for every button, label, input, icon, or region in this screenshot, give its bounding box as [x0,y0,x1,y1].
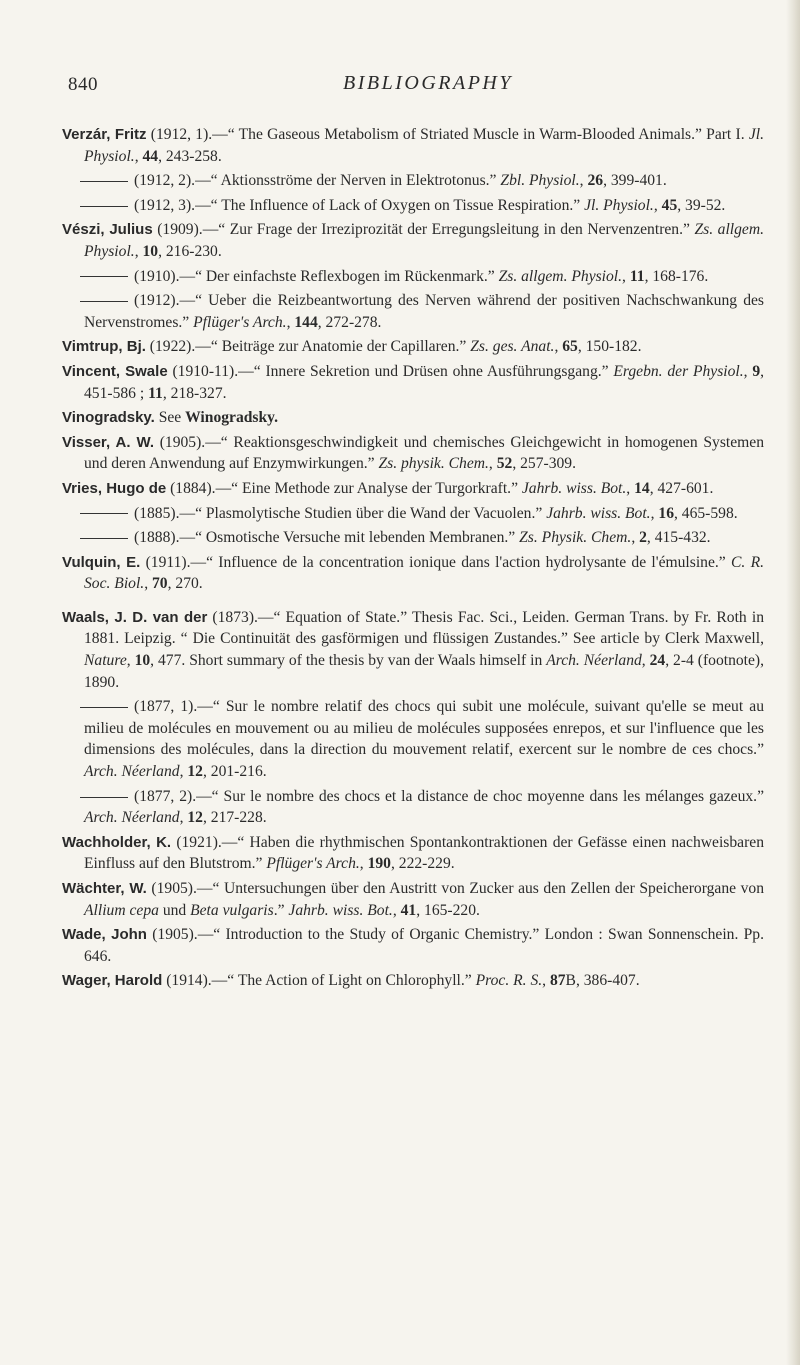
volume-number: 45 [661,196,678,214]
entry-text: (1873).—“ Equation of State.” Thesis Fac. Sci., Leiden. German Trans. by Fr. Roth in 1881. Leipzig. “ Die Continuität des gasförmigen und flüssigen Zustandes.” See article by Clerk Maxwell, [84,608,764,648]
entry-text: , 399-401. [603,172,667,190]
entry-text: , 168-176. [644,267,709,285]
bibliography-entry [62,696,764,782]
entry-text: (1910).—“ Der einfachste Reflexbogen im Rückenmark.” [134,267,499,285]
entry-text: , 272-278. [317,313,382,331]
entry-author: Vries, Hugo de [62,479,167,497]
bibliography-entry [62,336,764,358]
volume-number: 12 [187,809,203,827]
journal-title: Jahrb. wiss. Bot. [521,479,627,497]
entry-author: Waals, J. D. van der [62,608,208,626]
entry-text: , [743,362,753,380]
ditto-dash [80,797,128,798]
entry-text: , [641,652,650,670]
entry-author: Wade, John [62,926,147,944]
ditto-dash [80,206,128,207]
journal-title: Zs. allgem. Physiol. [84,221,764,260]
bibliography-entry [62,527,764,549]
entry-text: und [158,901,191,919]
entry-text: , [359,855,368,873]
bibliography-entry [62,407,764,429]
entry-author: Vulquin, E. [62,553,141,571]
entry-text: , [488,455,497,473]
entry-text: (1912, 1).—“ The Gaseous Metabolism of Striated Muscle in Warm-Blooded Animals.” Part I. [146,126,749,143]
entry-author: Wager, Harold [62,972,163,990]
volume-number: 144 [294,313,318,331]
ditto-dash [80,707,128,708]
entry-text: , 270. [167,575,203,593]
entry-text: , 201-216. [202,763,267,781]
ditto-dash [80,513,128,514]
entry-text: (1905).—“ Introduction to the Study of Organic Chemistry.” London : Swan Sonnenschein. Pp. 646. [84,926,764,965]
entry-text: , [631,529,640,547]
entry-text: , 217-228. [202,809,267,827]
entry-text: , [622,267,630,285]
entry-text: , 427-601. [649,479,714,497]
bibliography-entry [62,970,764,992]
entry-text: , 257-309. [512,455,576,473]
entry-text: , [134,242,143,260]
volume-number: 70 [152,575,168,593]
entry-text: (1922).—“ Beiträge zur Anatomie der Capillaren.” [145,338,471,356]
entry-text: , [392,901,401,919]
entry-text: (1912, 2).—“ Aktionsströme der Nerven in Elektrotonus.” [134,172,501,190]
entry-text: , [542,972,550,990]
bibliography-entry [62,786,764,829]
volume-number: 190 [367,855,391,873]
entry-author: Visser, A. W. [62,433,155,451]
bibliography-entry [62,552,764,595]
entry-text: , 165-220. [416,901,480,919]
volume-number: 9 [752,362,761,380]
bibliography-entry [62,832,764,875]
journal-title: C. R. Soc. Biol. [84,553,764,593]
entry-text: (1911).—“ Influence de la concentration ionique dans l'action hydrolysante de l'émulsine.” [140,553,731,571]
volume-number: 2 [639,529,647,547]
ditto-dash [80,301,128,302]
journal-title: Zs. ges. Anat. [470,338,555,356]
entry-author: Vészi, Julius [62,221,153,239]
entry-text: .” [273,901,289,919]
entry-text: , 222-229. [390,855,455,873]
journal-title: Arch. Néerland [84,763,180,781]
volume-number: 41 [400,901,417,919]
volume-number: 12 [187,763,203,781]
journal-title: Nature [84,652,127,670]
entry-author: Wächter, W. [62,880,147,897]
bibliography-entry [62,219,764,262]
entry-text: (1912, 3).—“ The Influence of Lack of Oxygen on Tissue Respiration.” [134,196,585,214]
entry-text: , [286,313,295,331]
bibliography-entry [62,878,764,921]
entry-text: , [653,196,662,214]
entry-text: (1905).—“ Untersuchungen über den Austritt von Zucker aus den Zellen der Speicherorgane von [146,880,765,897]
ditto-dash [80,276,128,277]
entry-text: , [626,479,635,497]
page-number: 840 [68,74,98,95]
entry-text: (1909).—“ Zur Frage der Irreziprozität der Erregungsleitung in den Nervenzentren.” [152,221,695,239]
entry-text: (1914).—“ The Action of Light on Chlorophyll.” [162,972,476,990]
bibliography-entry [62,124,764,167]
entry-text: , [134,147,143,165]
bibliography-entry [62,503,764,525]
entry-text: , 451-586 ; [84,362,765,402]
ditto-dash [80,181,128,182]
volume-number: 11 [148,384,163,402]
bibliography-entry [62,290,764,333]
journal-title: Zs. physik. Chem. [378,455,489,473]
ditto-dash [80,538,128,539]
bibliography-entry [62,924,764,967]
entry-text: (1912).—“ Ueber die Reizbeantwortung des Nerven während der positiven Nachschwankung des Nervenstromes.” [84,292,764,331]
volume-number: 10 [142,242,159,260]
entry-text: , 243-258. [158,147,222,165]
journal-title: Jl. Physiol. [84,126,764,165]
entry-text: , [579,172,588,190]
entry-text: (1921).—“ Haben die rhythmischen Spontankontraktionen der Gefässe einen nachweisbaren Einfluss auf den Blutstrom.” [84,833,764,873]
entry-text: , 150-182. [577,338,642,356]
entry-author: Verzár, Fritz [62,126,147,143]
page-header [0,70,800,102]
bibliography-entry [62,432,764,475]
volume-number: 26 [587,172,604,190]
entry-text: , [650,504,659,522]
volume-number: Winogradsky. [185,409,279,427]
entry-text: , [179,809,188,827]
bibliography-entry [62,195,764,217]
bibliography-list [62,124,764,995]
journal-title: Beta vulgaris [190,901,274,919]
volume-number: 24 [649,652,666,670]
entry-text: , 39-52. [677,196,726,214]
journal-title: Jl. Physiol. [584,196,654,214]
entry-text: See [154,409,186,427]
journal-title: Proc. R. S. [475,972,543,990]
journal-title: Zs. Physik. Chem. [519,529,632,547]
journal-title: Pflüger's Arch. [266,855,360,873]
volume-number: 16 [658,504,674,522]
volume-number: 87 [549,972,566,990]
entry-text: , 216-230. [158,242,222,260]
bibliography-entry [62,361,764,404]
bibliography-entry [62,170,764,192]
page-edge-shadow [786,0,800,1365]
entry-author: Wachholder, K. [62,833,172,851]
entry-text: (1877, 2).—“ Sur le nombre des chocs et la distance de choc moyenne dans les mélanges gazeux.” [134,787,764,805]
journal-title: Jahrb. wiss. Bot. [288,901,393,919]
entry-text: , [126,652,135,670]
entry-text: (1910-11).—“ Innere Sekretion und Drüsen ohne Ausführungsgang.” [167,362,614,380]
volume-number: 10 [134,652,151,670]
entry-text: , 415-432. [646,529,711,547]
entry-text: , 465-598. [673,504,738,522]
entry-text: B, 386-407. [565,972,640,990]
entry-text: (1888).—“ Osmotische Versuche mit lebenden Membranen.” [134,529,520,547]
entry-text: , 218-327. [162,384,227,402]
journal-title: Pflüger's Arch. [193,313,287,331]
running-head: BIBLIOGRAPHY [343,72,513,94]
entry-text: (1885).—“ Plasmolytische Studien über die Wand der Vacuolen.” [134,504,547,522]
bibliography-entry [62,607,764,693]
entry-author: Vimtrup, Bj. [62,338,146,356]
volume-number: 11 [629,267,645,285]
entry-text: , [554,338,563,356]
journal-title: Jahrb. wiss. Bot. [546,504,651,522]
entry-text: (1905).—“ Reaktionsgeschwindigkeit und chemisches Gleichgewicht in homogenen Systemen und deren Anwendung auf Enzymwirkungen.” [84,433,764,473]
journal-title: Allium cepa [84,901,159,919]
bibliography-entry [62,266,764,288]
journal-title: Arch. Néerland [84,809,180,827]
journal-title: Zbl. Physiol. [500,172,580,190]
entry-text: (1884).—“ Eine Methode zur Analyse der Turgorkraft.” [166,479,522,497]
entry-text: , [179,763,188,781]
volume-number: 52 [496,455,513,473]
journal-title: Zs. allgem. Physiol. [498,267,623,285]
entry-text: (1877, 1).—“ Sur le nombre relatif des chocs qui subit une molécule, suivant qu'elle se meut au milieu de molécules en mouvement ou au milieu de molécules supposées enrepos, et sur l'influence que les dimensions des molécules, dans la direction du mouvement relatif, exercent sur le nombre de ces chocs.” [84,698,764,759]
bibliography-entry [62,478,764,500]
entry-text: , 2-4 (footnote), 1890. [84,652,765,691]
journal-title: Ergebn. der Physiol. [613,362,744,380]
entry-text: , [144,575,152,593]
volume-number: 65 [562,338,578,356]
journal-title: Arch. Néerland [546,652,642,670]
entry-text: , 477. Short summary of the thesis by van der Waals himself in [150,652,547,670]
volume-number: 44 [142,147,159,165]
volume-number: 14 [634,479,650,497]
entry-author: Vinogradsky. [62,409,155,427]
entry-author: Vincent, Swale [62,362,168,380]
